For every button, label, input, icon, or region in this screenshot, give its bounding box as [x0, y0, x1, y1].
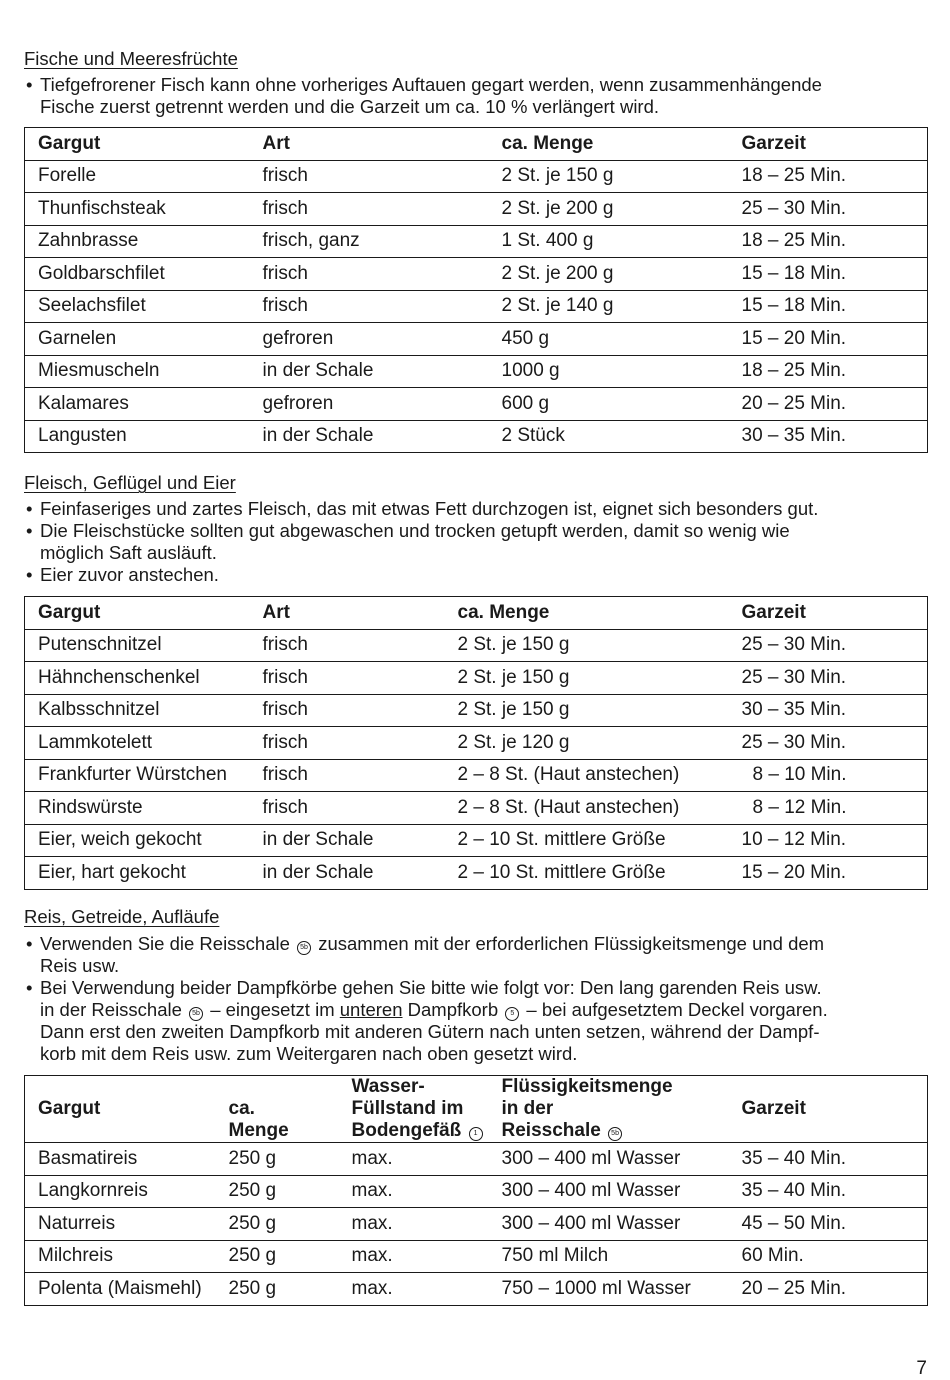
table-cell: 250 g — [216, 1273, 339, 1306]
table-cell: frisch — [250, 629, 445, 662]
table-cell: Naturreis — [25, 1208, 216, 1241]
table-cell: gefroren — [250, 388, 489, 421]
header-wasserstand: Wasser- Füllstand im Bodengefäß 1 — [339, 1076, 489, 1143]
header-gargut: Gargut — [25, 1076, 216, 1143]
table-cell: Thunfischsteak — [25, 193, 250, 226]
table-cell: in der Schale — [250, 355, 489, 388]
rice-table — [24, 1075, 928, 1306]
table-cell: 15 – 18 Min. — [729, 258, 928, 291]
table-cell: Forelle — [25, 160, 250, 193]
bullet-item-continuation: möglich Saft ausläuft. — [40, 542, 217, 563]
table-row — [25, 792, 928, 825]
header-garzeit: Garzeit — [729, 1076, 928, 1143]
table-cell: 2 St. je 150 g — [489, 160, 729, 193]
table-cell: 250 g — [216, 1240, 339, 1273]
table-cell: 20 – 25 Min. — [729, 1273, 928, 1306]
table-cell: Lammkotelett — [25, 727, 250, 760]
table-cell: 2 St. je 200 g — [489, 193, 729, 226]
table-cell: max. — [339, 1240, 489, 1273]
table-cell: in der Schale — [250, 857, 445, 890]
table-cell: 8 – 10 Min. — [729, 759, 928, 792]
table-cell: Langusten — [25, 420, 250, 453]
header-menge: ca. Menge — [489, 128, 729, 161]
table-cell: 25 – 30 Min. — [729, 662, 928, 695]
section-title-fish: Fische und Meeresfrüchte — [24, 48, 238, 69]
table-cell: 600 g — [489, 388, 729, 421]
table-cell: frisch — [250, 759, 445, 792]
table-cell: Garnelen — [25, 323, 250, 356]
table-cell: 35 – 40 Min. — [729, 1143, 928, 1176]
table-cell: gefroren — [250, 323, 489, 356]
table-cell: 20 – 25 Min. — [729, 388, 928, 421]
table-cell: frisch — [250, 662, 445, 695]
table-row — [25, 1208, 928, 1241]
reference-marker: 1 — [469, 1127, 483, 1141]
table-row — [25, 420, 928, 453]
table-row — [25, 388, 928, 421]
header-fluessigkeit: Flüssigkeitsmenge in der Reisschale 5b — [489, 1076, 729, 1143]
table-cell: 750 – 1000 ml Wasser — [489, 1273, 729, 1306]
table-cell: Frankfurter Würstchen — [25, 759, 250, 792]
table-cell: 1000 g — [489, 355, 729, 388]
table-cell: frisch — [250, 160, 489, 193]
header-art: Art — [250, 128, 489, 161]
bullet-item: • Feinfaseriges und zartes Fleisch, das mit etwas Fett durchzogen ist, eignet sich besonders gut. — [26, 498, 819, 519]
table-cell: Zahnbrasse — [25, 225, 250, 258]
table-row — [25, 629, 928, 662]
bullet-item: • Bei Verwendung beider Dampfkörbe gehen Sie bitte wie folgt vor: Den lang garenden Reis usw. — [26, 977, 822, 998]
reference-marker: 5b — [608, 1127, 622, 1141]
fish-table — [24, 127, 928, 453]
table-cell: frisch — [250, 258, 489, 291]
table-cell: 60 Min. — [729, 1240, 928, 1273]
table-cell: 2 St. je 200 g — [489, 258, 729, 291]
table-row — [25, 1273, 928, 1306]
reference-marker: 5 — [505, 1007, 519, 1021]
table-cell: 15 – 20 Min. — [729, 857, 928, 890]
table-row — [25, 355, 928, 388]
table-cell: 10 – 12 Min. — [729, 824, 928, 857]
table-cell: 18 – 25 Min. — [729, 225, 928, 258]
table-cell: Eier, weich gekocht — [25, 824, 250, 857]
table-cell: 25 – 30 Min. — [729, 727, 928, 760]
table-cell: max. — [339, 1273, 489, 1306]
bullet-list-rice — [24, 933, 927, 1065]
bullet-item: • Eier zuvor anstechen. — [26, 564, 219, 585]
emphasis-underlined: unteren — [339, 999, 403, 1020]
table-cell: frisch — [250, 193, 489, 226]
table-cell: frisch — [250, 792, 445, 825]
table-row — [25, 1240, 928, 1273]
table-row — [25, 225, 928, 258]
page-number: 7 — [916, 1358, 927, 1379]
table-cell: 2 St. je 140 g — [489, 290, 729, 323]
table-row — [25, 290, 928, 323]
table-cell: 2 St. je 150 g — [445, 694, 729, 727]
table-cell: max. — [339, 1143, 489, 1176]
table-row — [25, 857, 928, 890]
table-cell: frisch — [250, 727, 445, 760]
table-cell: 250 g — [216, 1208, 339, 1241]
table-row — [25, 662, 928, 695]
table-row — [25, 1175, 928, 1208]
table-cell: Miesmuscheln — [25, 355, 250, 388]
table-row — [25, 193, 928, 226]
table-cell: 2 Stück — [489, 420, 729, 453]
table-cell: in der Schale — [250, 420, 489, 453]
table-cell: frisch, ganz — [250, 225, 489, 258]
table-cell: Polenta (Maismehl) — [25, 1273, 216, 1306]
table-cell: Basmatireis — [25, 1143, 216, 1176]
bullet-item-continuation: Reis usw. — [40, 955, 120, 976]
bullet-list-meat — [24, 498, 927, 586]
table-cell: 35 – 40 Min. — [729, 1175, 928, 1208]
table-cell: 300 – 400 ml Wasser — [489, 1175, 729, 1208]
table-cell: Eier, hart gekocht — [25, 857, 250, 890]
table-cell: 2 – 10 St. mittlere Größe — [445, 824, 729, 857]
table-cell: 2 St. je 120 g — [445, 727, 729, 760]
table-cell: 250 g — [216, 1143, 339, 1176]
table-cell: 1 St. 400 g — [489, 225, 729, 258]
table-row — [25, 323, 928, 356]
table-header-row — [25, 597, 928, 630]
table-cell: 2 – 10 St. mittlere Größe — [445, 857, 729, 890]
table-cell: 18 – 25 Min. — [729, 355, 928, 388]
table-cell: 450 g — [489, 323, 729, 356]
header-gargut: Gargut — [25, 128, 250, 161]
bullet-list-fish — [24, 74, 927, 118]
bullet-item-continuation: in der Reisschale 5b – eingesetzt im unteren Dampfkorb 5 – bei aufgesetztem Deckel vorgaren. — [40, 999, 828, 1020]
table-cell: 750 ml Milch — [489, 1240, 729, 1273]
bullet-item-continuation: korb mit dem Reis usw. zum Weitergaren nach oben gesetzt wird. — [40, 1043, 578, 1064]
table-cell: 15 – 20 Min. — [729, 323, 928, 356]
table-cell: in der Schale — [250, 824, 445, 857]
table-cell: 2 – 8 St. (Haut anstechen) — [445, 759, 729, 792]
table-cell: 25 – 30 Min. — [729, 193, 928, 226]
table-header-row — [25, 128, 928, 161]
header-garzeit: Garzeit — [729, 128, 928, 161]
table-cell: 300 – 400 ml Wasser — [489, 1208, 729, 1241]
table-row — [25, 694, 928, 727]
table-row — [25, 824, 928, 857]
table-header-row — [25, 1076, 928, 1143]
table-cell: 15 – 18 Min. — [729, 290, 928, 323]
table-cell: 18 – 25 Min. — [729, 160, 928, 193]
table-cell: Kalbsschnitzel — [25, 694, 250, 727]
header-gargut: Gargut — [25, 597, 250, 630]
header-menge: ca. Menge — [445, 597, 729, 630]
table-cell: 250 g — [216, 1175, 339, 1208]
table-cell: Hähnchenschenkel — [25, 662, 250, 695]
table-row — [25, 759, 928, 792]
table-cell: 30 – 35 Min. — [729, 694, 928, 727]
table-row — [25, 1143, 928, 1176]
bullet-item: • Tiefgefrorener Fisch kann ohne vorheriges Auftauen gegart werden, wenn zusammenhängende — [26, 74, 822, 95]
table-row — [25, 727, 928, 760]
table-cell: Kalamares — [25, 388, 250, 421]
table-cell: Putenschnitzel — [25, 629, 250, 662]
bullet-item: • Verwenden Sie die Reisschale 5b zusammen mit der erforderlichen Flüssigkeitsmenge und dem — [26, 933, 825, 954]
meat-table — [24, 596, 928, 890]
table-cell: 300 – 400 ml Wasser — [489, 1143, 729, 1176]
table-cell: max. — [339, 1175, 489, 1208]
header-menge: ca. Menge — [216, 1076, 339, 1143]
header-garzeit: Garzeit — [729, 597, 928, 630]
table-cell: frisch — [250, 290, 489, 323]
table-cell: 8 – 12 Min. — [729, 792, 928, 825]
table-cell: 25 – 30 Min. — [729, 629, 928, 662]
table-cell: Seelachsfilet — [25, 290, 250, 323]
table-cell: Milchreis — [25, 1240, 216, 1273]
table-cell: 2 St. je 150 g — [445, 629, 729, 662]
table-row — [25, 160, 928, 193]
bullet-item-continuation: Fische zuerst getrennt werden und die Garzeit um ca. 10 % verlängert wird. — [40, 96, 660, 117]
reference-marker: 5b — [189, 1007, 203, 1021]
bullet-item-continuation: Dann erst den zweiten Dampfkorb mit anderen Gütern nach unten setzen, während der Dampf- — [40, 1021, 820, 1042]
table-cell: max. — [339, 1208, 489, 1241]
table-cell: Langkornreis — [25, 1175, 216, 1208]
table-cell: Rindswürste — [25, 792, 250, 825]
table-cell: 30 – 35 Min. — [729, 420, 928, 453]
table-cell: frisch — [250, 694, 445, 727]
reference-marker: 5b — [297, 941, 311, 955]
section-title-meat: Fleisch, Geflügel und Eier — [24, 472, 236, 493]
table-cell: 2 – 8 St. (Haut anstechen) — [445, 792, 729, 825]
header-art: Art — [250, 597, 445, 630]
section-title-rice: Reis, Getreide, Aufläufe — [24, 906, 220, 927]
table-cell: 45 – 50 Min. — [729, 1208, 928, 1241]
table-row — [25, 258, 928, 291]
bullet-item: • Die Fleischstücke sollten gut abgewaschen und trocken getupft werden, damit so wenig wie — [26, 520, 790, 541]
table-cell: 2 St. je 150 g — [445, 662, 729, 695]
table-cell: Goldbarschfilet — [25, 258, 250, 291]
